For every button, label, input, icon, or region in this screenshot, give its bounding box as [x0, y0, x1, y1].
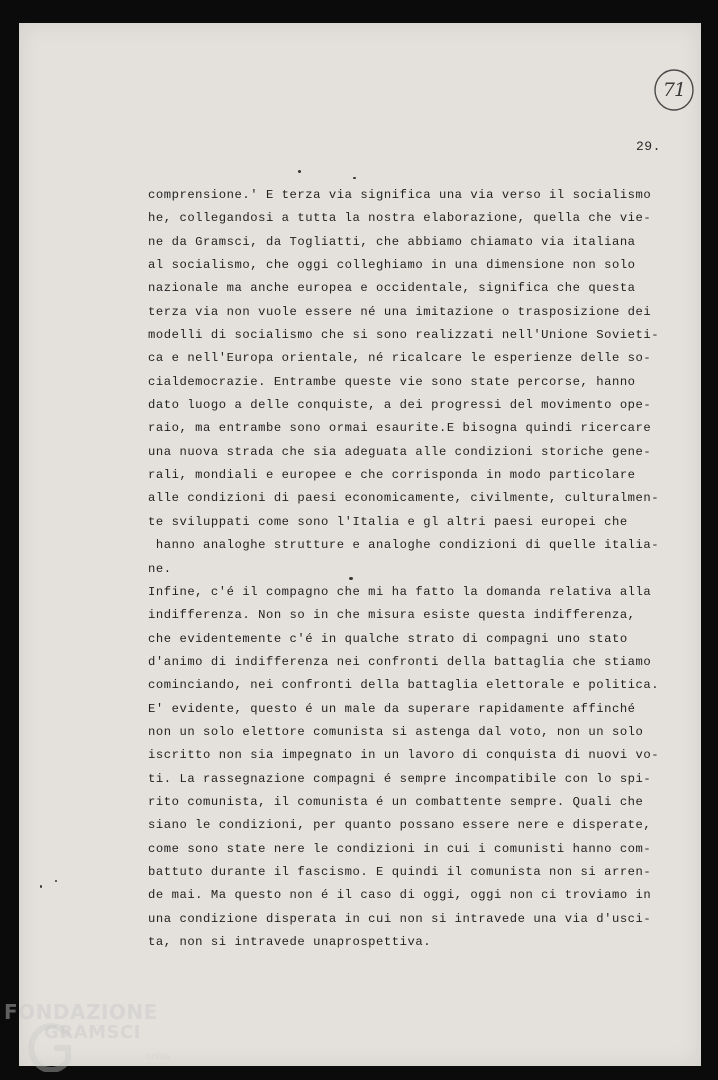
text-line: che evidentemente c'é in qualche strato di compagni uno stato — [148, 631, 628, 646]
text-line: E' evidente, questo é un male da superare rapidamente affinché — [148, 701, 636, 716]
archive-stamp — [653, 68, 695, 112]
watermark-line-3: onlus — [146, 1052, 171, 1062]
fondazione-gramsci-watermark — [4, 1000, 184, 1080]
text-line: alle condizioni di paesi economicamente, civilmente, culturalmen- — [148, 491, 660, 506]
scan-speck — [353, 177, 356, 179]
text-line: Infine, c'é il compagno che mi ha fatto la domanda relativa alla — [148, 584, 652, 599]
text-line: cialdemocrazie. Entrambe queste vie sono state percorse, hanno — [148, 374, 636, 389]
typed-text-body — [148, 184, 688, 954]
text-line: come sono state nere le condizioni in cui i comunisti hanno com- — [148, 841, 652, 856]
text-line: terza via non vuole essere né una imitazione o trasposizione dei — [148, 304, 652, 319]
watermark-line-1: FONDAZIONE — [4, 1000, 158, 1024]
scan-speck — [298, 170, 301, 173]
text-line: non un solo elettore comunista si astenga dal voto, non un solo — [148, 724, 644, 739]
text-line: una nuova strada che sia adeguata alle condizioni storiche gene- — [148, 444, 652, 459]
text-line: battuto durante il fascismo. E quindi il comunista non si arren- — [148, 864, 652, 879]
text-line: siano le condizioni, per quanto possano essere nere e disperate, — [148, 818, 652, 833]
watermark-line-2: GRAMSCI — [44, 1022, 141, 1043]
text-line: te sviluppati come sono l'Italia e gl altri paesi europei che — [148, 514, 628, 529]
text-line: ne da Gramsci, da Togliatti, che abbiamo chiamato via italiana — [148, 234, 636, 249]
text-line: ne. — [148, 561, 172, 576]
text-line: ta, non si intravede unaprospettiva. — [148, 935, 432, 949]
scan-speck — [55, 880, 57, 882]
text-line: comprensione.' E terza via significa una via verso il socialismo — [148, 188, 652, 202]
scan-speck — [40, 885, 42, 888]
text-line: nazionale ma anche europea e occidentale, significa che questa — [148, 281, 636, 296]
text-line: he, collegandosi a tutta la nostra elaborazione, quella che vie- — [148, 211, 652, 226]
page-number: 29. — [636, 139, 661, 154]
text-line: hanno analoghe strutture e analoghe condizioni di quelle italia- — [148, 538, 660, 553]
text-line: una condizione disperata in cui non si intravede una via d'usci- — [148, 911, 652, 926]
text-line: ti. La rassegnazione compagni é sempre incompatibile con lo spi- — [148, 771, 652, 786]
text-line: modelli di socialismo che si sono realizzati nell'Unione Sovieti- — [148, 328, 660, 343]
text-line: cominciando, nei confronti della battaglia elettorale e politica. — [148, 678, 660, 693]
text-line: d'animo di indifferenza nei confronti della battaglia che stiamo — [148, 654, 652, 669]
text-line: al socialismo, che oggi colleghiamo in una dimensione non solo — [148, 258, 636, 273]
text-line: iscritto non sia impegnato in un lavoro di conquista di nuovi vo- — [148, 748, 660, 763]
archive-number: 71 — [662, 79, 686, 101]
text-line: rali, mondiali e europee e che corrisponda in modo particolare — [148, 468, 636, 483]
text-line: ca e nell'Europa orientale, né ricalcare le esperienze delle so- — [148, 351, 652, 366]
text-line: raio, ma entrambe sono ormai esaurite.E bisogna quindi ricercare — [148, 421, 652, 436]
text-line: dato luogo a delle conquiste, a dei progressi del movimento ope- — [148, 398, 652, 413]
text-line: de mai. Ma questo non é il caso di oggi, oggi non ci troviamo in — [148, 888, 652, 903]
text-line: rito comunista, il comunista é un combattente sempre. Quali che — [148, 794, 644, 809]
text-line: indifferenza. Non so in che misura esiste questa indifferenza, — [148, 608, 636, 623]
